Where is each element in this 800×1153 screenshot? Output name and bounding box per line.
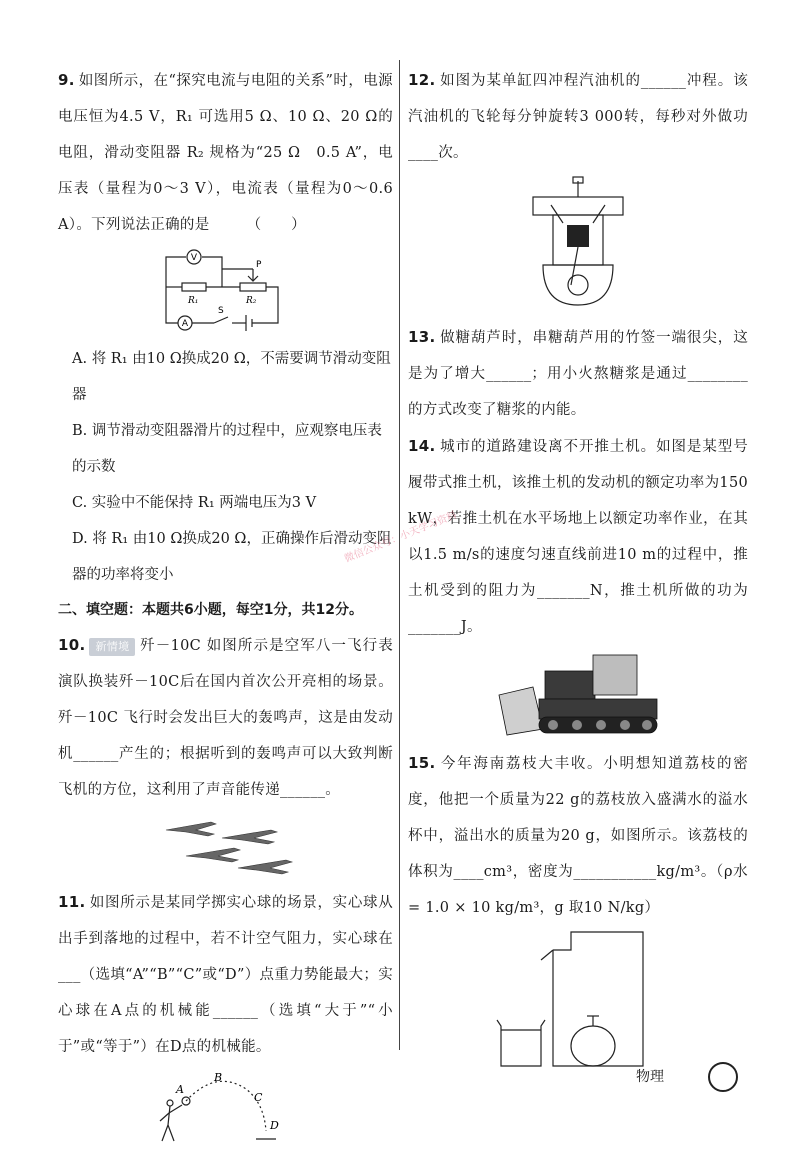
question-stem: 今年海南荔枝大丰收。小明想知道荔枝的密度，他把一个质量为22 g的荔枝放入盛满水的溢水杯中，溢出水的质量为20 g，如图所示。该荔枝的体积为____cm³，密度为___________kg/m³。（ρ水 = 1.0 × 10 kg/m³，g 取10 N/kg） [408,756,748,916]
question-number: 13. [408,328,436,346]
question-stem: 城市的道路建设离不开推土机。如图是某型号履带式推土机，该推土机的发动机的额定功率为150 kW，若推土机在水平场地上以额定功率作业，在其以1.5 m/s的速度匀速直线前进10 m的过程中，推土机受到的阻力为_______N，推土机所做的功为_______J。 [408,439,748,635]
right-column [408,62,748,1074]
question-9 [58,62,393,243]
question-number: 9. [58,71,75,89]
question-12 [408,62,748,171]
point-c-label: C [253,1091,262,1104]
point-d-label: D [269,1119,279,1132]
question-number: 14. [408,437,436,455]
subject-label: 物理 [636,1069,664,1085]
question-11 [58,884,393,1065]
option-c: C. 实验中不能保持 R₁ 两端电压为3 V [72,495,317,511]
option-b: B. 调节滑动变阻器滑片的过程中，应观察电压表的示数 [72,423,382,475]
overflow-cup-diagram [493,930,663,1070]
option-a: A. 将 R₁ 由10 Ω换成20 Ω，不需要调节滑动变阻器 [72,351,391,403]
column-divider [399,60,400,1050]
piston [567,225,589,247]
question-number: 10. [58,636,86,654]
new-context-badge: 新情境 [89,638,135,656]
r2-label: R₂ [245,296,256,306]
r1-label: R₁ [187,296,198,306]
slider-p-label: P [255,260,261,270]
question-13 [408,319,748,428]
logo-icon [708,1062,738,1092]
switch-label: S [217,306,224,316]
point-a-label: A [175,1083,184,1096]
question-stem: 做糖葫芦时，串糖葫芦用的竹签一端很尖，这是为了增大______；用小火熬糖浆是通过________的方式改变了糖浆的内能。 [408,330,748,418]
bulldozer-image [493,649,663,741]
question-stem: 如图为某单缸四冲程汽油机的______冲程。该汽油机的飞轮每分钟旋转3 000转，每秒对外做功____次。 [408,73,748,161]
footer [636,1062,738,1092]
question-stem: 如图所示，在“探究电流与电阻的关系”时，电源电压恒为4.5 V，R₁ 可选用5 Ω、10 Ω、20 Ω的电阻，滑动变阻器 R₂ 规格为“25 Ω 0.5 A”，电压表（量程为0～3 V），电流表（量程为0～0.6 A）。下列说法正确的是 （ ） [58,73,393,233]
question-15 [408,745,748,926]
option-d: D. 将 R₁ 由10 Ω换成20 Ω，正确操作后滑动变阻器的功率将变小 [72,531,392,583]
question-stem: 如图所示是某同学掷实心球的场景，实心球从出手到落地的过程中，若不计空气阻力，实心球在___（选填“A”“B”“C”或“D”）点重力势能最大；实心球在A点的机械能______（选填“大于”“小于”或“等于”）在D点的机械能。 [58,895,393,1055]
left-column [58,62,393,1153]
question-number: 11. [58,893,86,911]
question-14 [408,428,748,645]
question-stem: 歼－10C 如图所示是空军八一飞行表演队换装歼－10C后在国内首次公开亮相的场景。歼－10C 飞行时会发出巨大的轰鸣声，这是由发动机______产生的；根据听到的轰鸣声可以大致判断飞机的方位，这利用了声音能传递______。 [58,638,393,798]
question-number: 12. [408,71,436,89]
section-heading: 二、填空题：本题共6小题，每空1分，共12分。 [58,602,363,618]
engine-diagram [523,175,633,315]
jets-image [156,812,296,880]
circuit-diagram [156,247,296,337]
point-b-label: B [213,1071,222,1084]
watermark: 微信公众号：小天学习资料 [343,509,459,565]
shot-put-diagram [146,1069,306,1149]
question-number: 15. [408,754,436,772]
question-10 [58,627,393,808]
voltmeter-label: V [190,253,197,263]
ammeter-label: A [181,319,188,329]
